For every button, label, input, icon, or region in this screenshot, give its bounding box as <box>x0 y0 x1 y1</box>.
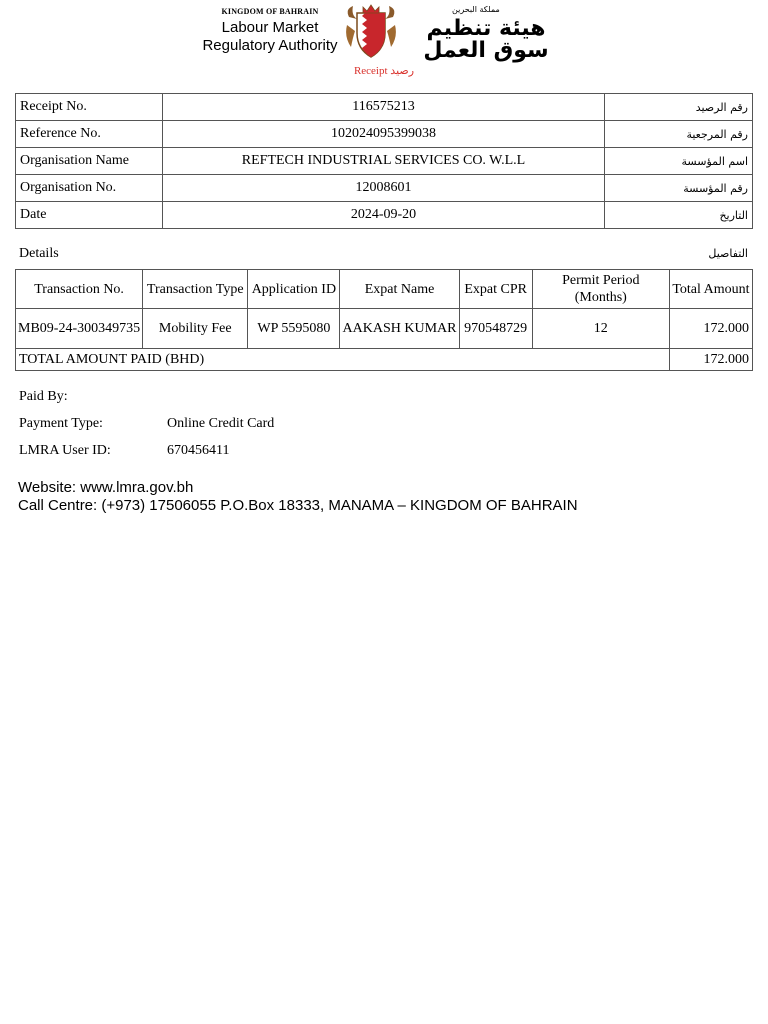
info-label: Organisation Name <box>16 148 163 175</box>
table-row <box>16 309 753 349</box>
org-name-line2: Regulatory Authority <box>202 37 338 54</box>
column-header: Transaction No. <box>16 270 143 309</box>
column-header: Transaction Type <box>143 270 248 309</box>
info-row <box>16 148 753 175</box>
info-value: REFTECH INDUSTRIAL SERVICES CO. W.L.L <box>163 148 605 175</box>
info-row <box>16 94 753 121</box>
letterhead <box>0 0 768 80</box>
table-cell: AAKASH KUMAR <box>340 309 459 349</box>
info-label-ar: رقم الرصيد <box>605 94 753 121</box>
paid-by-label: Paid By: <box>19 389 68 404</box>
info-label-ar: رقم المرجعية <box>605 121 753 148</box>
column-header: Application ID <box>248 270 340 309</box>
info-value: 116575213 <box>163 94 605 121</box>
user-id-value: 670456411 <box>167 443 230 458</box>
table-cell: 970548729 <box>459 309 532 349</box>
info-row <box>16 175 753 202</box>
table-cell: MB09-24-300349735 <box>16 309 143 349</box>
info-label: Date <box>16 202 163 229</box>
kingdom-label-ar: مملكة البحرين <box>452 5 500 14</box>
org-name-english <box>196 8 344 53</box>
info-label-ar: اسم المؤسسة <box>605 148 753 175</box>
column-header: Expat CPR <box>459 270 532 309</box>
payment-type-value: Online Credit Card <box>167 416 275 431</box>
footer-call-centre: Call Centre: (+973) 17506055 P.O.Box 18333, MANAMA – KINGDOM OF BAHRAIN <box>18 497 578 514</box>
total-value: 172.000 <box>669 349 752 371</box>
payment-type-label: Payment Type: <box>19 416 103 431</box>
info-label: Organisation No. <box>16 175 163 202</box>
column-header: Permit Period (Months) <box>532 270 669 309</box>
info-row <box>16 121 753 148</box>
bahrain-crest-icon <box>345 3 397 61</box>
info-label: Receipt No. <box>16 94 163 121</box>
info-label-ar: التاريخ <box>605 202 753 229</box>
table-cell: WP 5595080 <box>248 309 340 349</box>
details-label-ar: التفاصيل <box>708 247 748 260</box>
info-label: Reference No. <box>16 121 163 148</box>
transaction-details-table <box>15 269 753 371</box>
total-row <box>16 349 753 371</box>
kingdom-label-en: KINGDOM OF BAHRAIN <box>221 7 319 16</box>
info-value: 102024095399038 <box>163 121 605 148</box>
total-label: TOTAL AMOUNT PAID (BHD) <box>16 349 670 371</box>
org-name-arabic <box>402 6 570 62</box>
footer-website: Website: www.lmra.gov.bh <box>18 479 194 496</box>
receipt-title: Receipt رصيد <box>353 65 415 77</box>
column-header: Expat Name <box>340 270 459 309</box>
receipt-info-table <box>15 93 753 229</box>
table-cell: 12 <box>532 309 669 349</box>
info-value: 12008601 <box>163 175 605 202</box>
info-value: 2024-09-20 <box>163 202 605 229</box>
org-name-line1: Labour Market <box>221 19 319 36</box>
details-label: Details <box>19 246 59 261</box>
table-cell: 172.000 <box>669 309 752 349</box>
table-cell: Mobility Fee <box>143 309 248 349</box>
info-row <box>16 202 753 229</box>
user-id-label: LMRA User ID: <box>19 443 111 458</box>
info-label-ar: رقم المؤسسة <box>605 175 753 202</box>
org-name-ar: هيئة تنظيم سوق العمل <box>423 16 549 63</box>
column-header: Total Amount <box>669 270 752 309</box>
